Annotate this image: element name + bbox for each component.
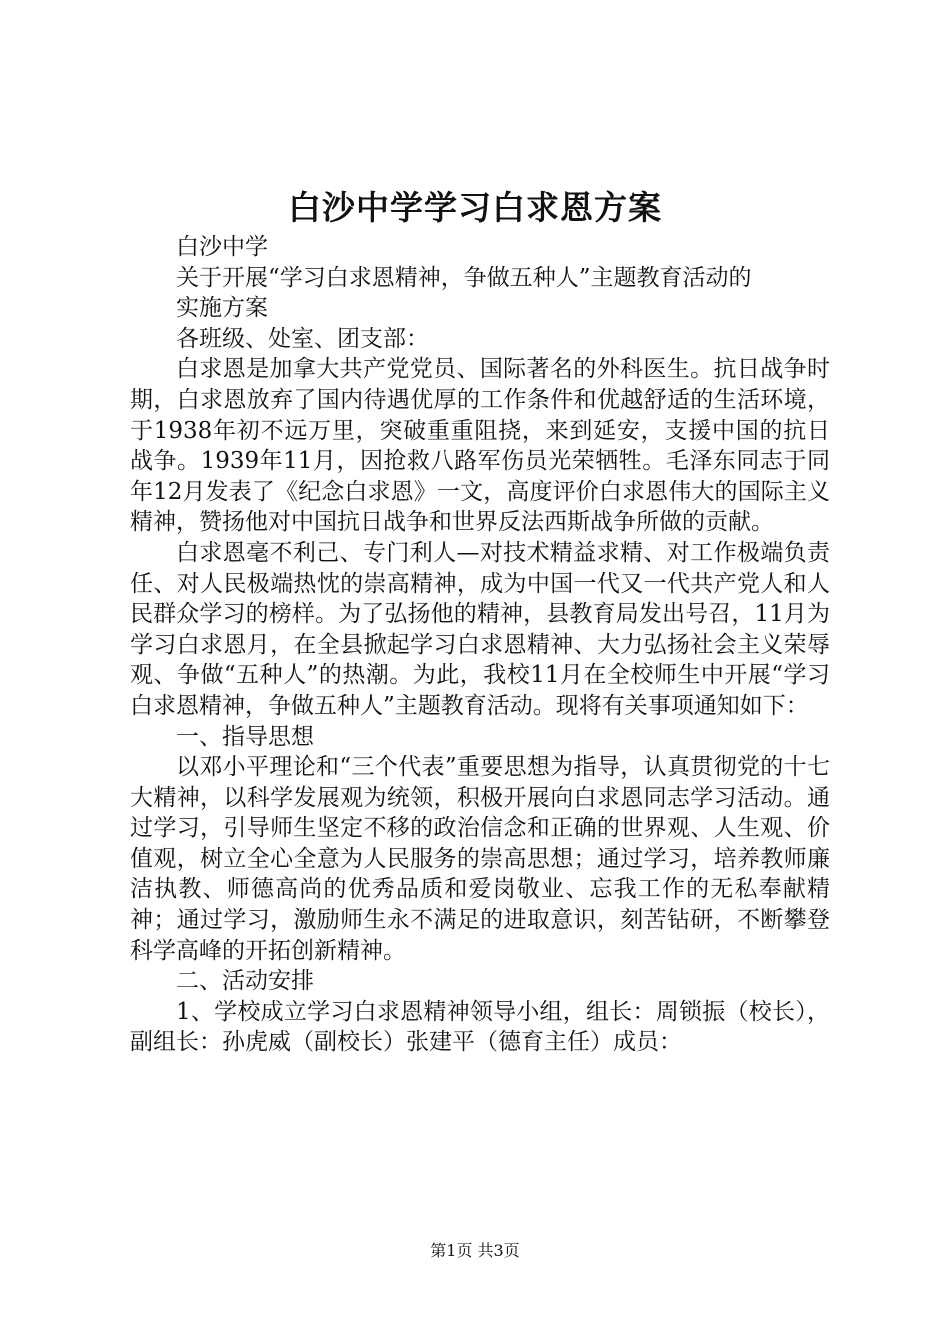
document-title: 白沙中学学习白求恩方案 — [288, 188, 662, 227]
section-heading-guiding-ideology: 一、指导思想 — [176, 723, 314, 750]
paragraph-leadership-group: 1、学校成立学习白求恩精神领导小组，组长：周锁振（校长），副组长：孙虎威（副校长）张建平（德育主任）成员： — [130, 998, 830, 1056]
section-heading-activities: 二、活动安排 — [176, 968, 314, 995]
paragraph-subject: 关于开展“学习白求恩精神，争做五种人”主题教育活动的 — [176, 264, 752, 291]
paragraph-salutation: 各班级、处室、团支部： — [176, 325, 429, 352]
paragraph-background: 白求恩是加拿大共产党党员、国际著名的外科医生。抗日战争时期，白求恩放弃了国内待遇优厚的工作条件和优越舒适的生活环境，于1938年初不远万里，突破重重阻挠，来到延安，支援中国的抗日战争。1939年11月，因抢救八路军伤员光荣牺牲。毛泽东同志于同年12月发表了《纪念白求恩》一文，高度评价白求恩伟大的国际主义精神，赞扬他对中国抗日战争和世界反法西斯战争所做的贡献。 — [130, 356, 830, 536]
paragraph-guiding-ideology: 以邓小平理论和“三个代表”重要思想为指导，认真贯彻党的十七大精神，以科学发展观为统领，积极开展向白求恩同志学习活动。通过学习，引导师生坚定不移的政治信念和正确的世界观、人生观、价值观，树立全心全意为人民服务的崇高思想；通过学习，培养教师廉洁执教、师德高尚的优秀品质和爱岗敬业、忘我工作的无私奉献精神；通过学习，激励师生永不满足的进取意识，刻苦钻研，不断攀登科学高峰的开拓创新精神。 — [130, 754, 830, 964]
paragraph-motivation: 白求恩毫不利己、专门利人—对技术精益求精、对工作极端负责任、对人民极端热忱的崇高精神，成为中国一代又一代共产党人和人民群众学习的榜样。为了弘扬他的精神，县教育局发出号召，11月为学习白求恩月，在全县掀起学习白求恩精神、大力弘扬社会主义荣辱观、争做“五种人”的热潮。为此，我校11月在全校师生中开展“学习白求恩精神，争做五种人”主题教育活动。现将有关事项通知如下： — [130, 539, 830, 719]
document-body — [130, 232, 830, 1058]
page-footer: 第1页 共3页 — [430, 1241, 520, 1260]
paragraph-school-name: 白沙中学 — [176, 234, 268, 260]
paragraph-plan-label: 实施方案 — [176, 295, 268, 322]
